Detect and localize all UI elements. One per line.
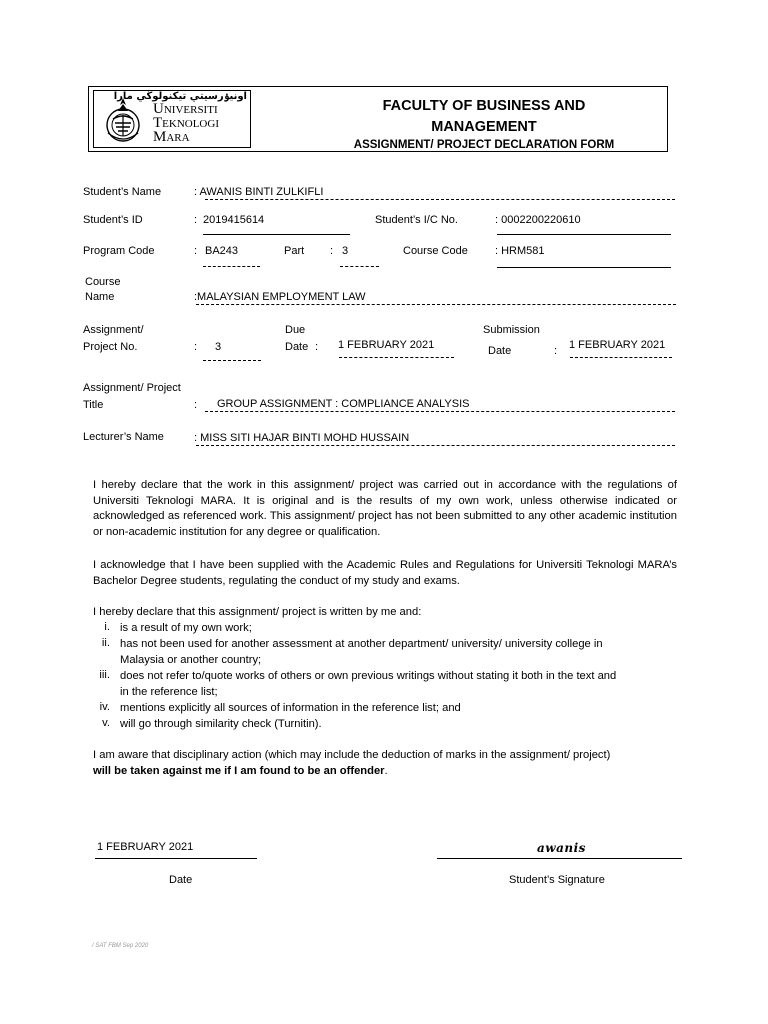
- submission-date-value: 1 FEBRUARY 2021: [569, 339, 666, 351]
- submission-colon: :: [554, 345, 558, 357]
- student-signature: awanis: [537, 841, 586, 855]
- declaration-paragraph-4-end: .: [384, 764, 388, 777]
- header-box: [88, 86, 668, 152]
- logo-arabic-text: اونيۏرسيتي تيكنولوڬي مارا: [113, 91, 247, 102]
- course-code-label: Course Code: [403, 245, 468, 257]
- date-label: Date: [169, 874, 193, 886]
- submission-label-2: Date: [488, 345, 512, 357]
- list-item-text: does not refer to/quote works of others or own previous writings without stating it both in the text and: [120, 670, 617, 682]
- student-id-label: Student’s ID: [83, 214, 143, 226]
- title-label-2: Title: [83, 399, 104, 411]
- assignment-no-colon: :: [194, 341, 198, 353]
- list-item-number: ii.: [101, 637, 110, 649]
- student-name-label: Student’s Name: [83, 186, 162, 198]
- lecturer-label: Lecturer’s Name: [83, 431, 164, 443]
- assignment-no-label-2: Project No.: [83, 341, 138, 353]
- uitm-logo: [93, 90, 251, 148]
- course-name-underline: [196, 304, 676, 305]
- list-item-number: i.: [104, 621, 110, 633]
- title-colon: :: [194, 399, 198, 411]
- logo-line-teknologi: Teknologi: [153, 115, 219, 131]
- logo-line-universiti: Universiti: [153, 101, 218, 117]
- student-name-value: : AWANIS BINTI ZULKIFLI: [194, 186, 324, 198]
- submission-date-underline: [570, 357, 672, 358]
- assignment-no-value: 3: [215, 341, 222, 353]
- course-name-value: :MALAYSIAN EMPLOYMENT LAW: [194, 291, 366, 303]
- declaration-paragraph-1: I hereby declare that the work in this assignment/ project was carried out in accordance with the regulations of Universiti Teknologi MARA. It is original and is the results of my own work, unless otherwise indicated or acknowledged as referenced work. This assignment/ project has not been submitted to any other academic institution or non-academic institution for any degree or qualification.: [93, 479, 677, 538]
- part-value: 3: [342, 245, 349, 257]
- student-id-value: 2019415614: [203, 214, 265, 226]
- list-item-text: will go through similarity check (Turnitin).: [120, 718, 322, 730]
- logo-line-mara: Mara: [153, 129, 190, 145]
- list-item-number: v.: [102, 717, 110, 729]
- faculty-title-line-1: FACULTY OF BUSINESS AND: [382, 98, 586, 114]
- course-name-label-2: Name: [85, 291, 115, 303]
- list-item-number: iii.: [99, 669, 110, 681]
- submission-label-1: Submission: [483, 324, 540, 336]
- assignment-no-underline: [203, 360, 261, 361]
- ic-value: : 0002200220610: [495, 214, 581, 226]
- list-item-text-continued: in the reference list;: [120, 686, 218, 698]
- faculty-title-line-2: MANAGEMENT: [431, 119, 537, 135]
- student-id-underline: [203, 234, 350, 235]
- assignment-title-value: GROUP ASSIGNMENT : COMPLIANCE ANALYSIS: [217, 398, 470, 410]
- program-code-underline: [203, 266, 260, 267]
- assignment-no-label-1: Assignment/: [83, 324, 144, 336]
- declaration-paragraph-4-normal: I am aware that disciplinary action (which may include the deduction of marks in the assignment/ project): [93, 749, 611, 761]
- declaration-paragraph-4-bold: will be taken against me if I am found to be an offender: [93, 764, 385, 777]
- program-code-value: BA243: [205, 245, 239, 257]
- course-code-value: : HRM581: [495, 245, 545, 257]
- ic-underline: [497, 234, 671, 235]
- declaration-paragraph-4: [93, 748, 677, 779]
- list-item-number: iv.: [99, 701, 110, 713]
- list-item-text: mentions explicitly all sources of information in the reference list; and: [120, 702, 461, 714]
- signature-label: Student’s Signature: [509, 874, 605, 886]
- lecturer-value: : MISS SITI HAJAR BINTI MOHD HUSSAIN: [194, 432, 410, 444]
- program-code-colon: :: [194, 245, 198, 257]
- course-code-underline: [497, 267, 671, 268]
- part-label: Part: [284, 245, 305, 257]
- due-date-underline: [339, 357, 454, 358]
- title-label-1: Assignment/ Project: [83, 382, 181, 394]
- program-code-label: Program Code: [83, 245, 155, 257]
- due-colon: :: [315, 341, 319, 353]
- signature-line: [437, 858, 682, 859]
- list-item-text: is a result of my own work;: [120, 622, 252, 634]
- list-item-text-continued: Malaysia or another country;: [120, 654, 262, 666]
- part-underline: [340, 266, 379, 267]
- due-label-2: Date: [285, 341, 309, 353]
- ic-label: Student’s I/C No.: [375, 214, 458, 226]
- part-colon: :: [330, 245, 334, 257]
- footer-form-code: / SAT FBM Sep 2020: [92, 943, 149, 949]
- form-title: ASSIGNMENT/ PROJECT DECLARATION FORM: [353, 139, 615, 151]
- lecturer-underline: [196, 445, 675, 446]
- list-item-text: has not been used for another assessment at another department/ university/ university college in: [120, 638, 603, 650]
- declaration-paragraph-2: I acknowledge that I have been supplied with the Academic Rules and Regulations for Universiti Teknologi MARA’s Bachelor Degree students, regulating the conduct of my study and exams.: [93, 559, 677, 587]
- course-name-label-1: Course: [85, 276, 121, 288]
- faculty-title: [289, 96, 679, 138]
- student-name-underline: [205, 199, 675, 200]
- declaration-paragraph-3: I hereby declare that this assignment/ project is written by me and:: [93, 606, 422, 618]
- due-date-value: 1 FEBRUARY 2021: [338, 339, 435, 351]
- signature-date-value: 1 FEBRUARY 2021: [97, 841, 194, 853]
- assignment-title-underline: [205, 411, 675, 412]
- due-label-1: Due: [285, 324, 306, 336]
- date-line: [95, 858, 257, 859]
- uitm-crest-icon: [98, 95, 148, 145]
- student-id-colon: :: [194, 214, 198, 226]
